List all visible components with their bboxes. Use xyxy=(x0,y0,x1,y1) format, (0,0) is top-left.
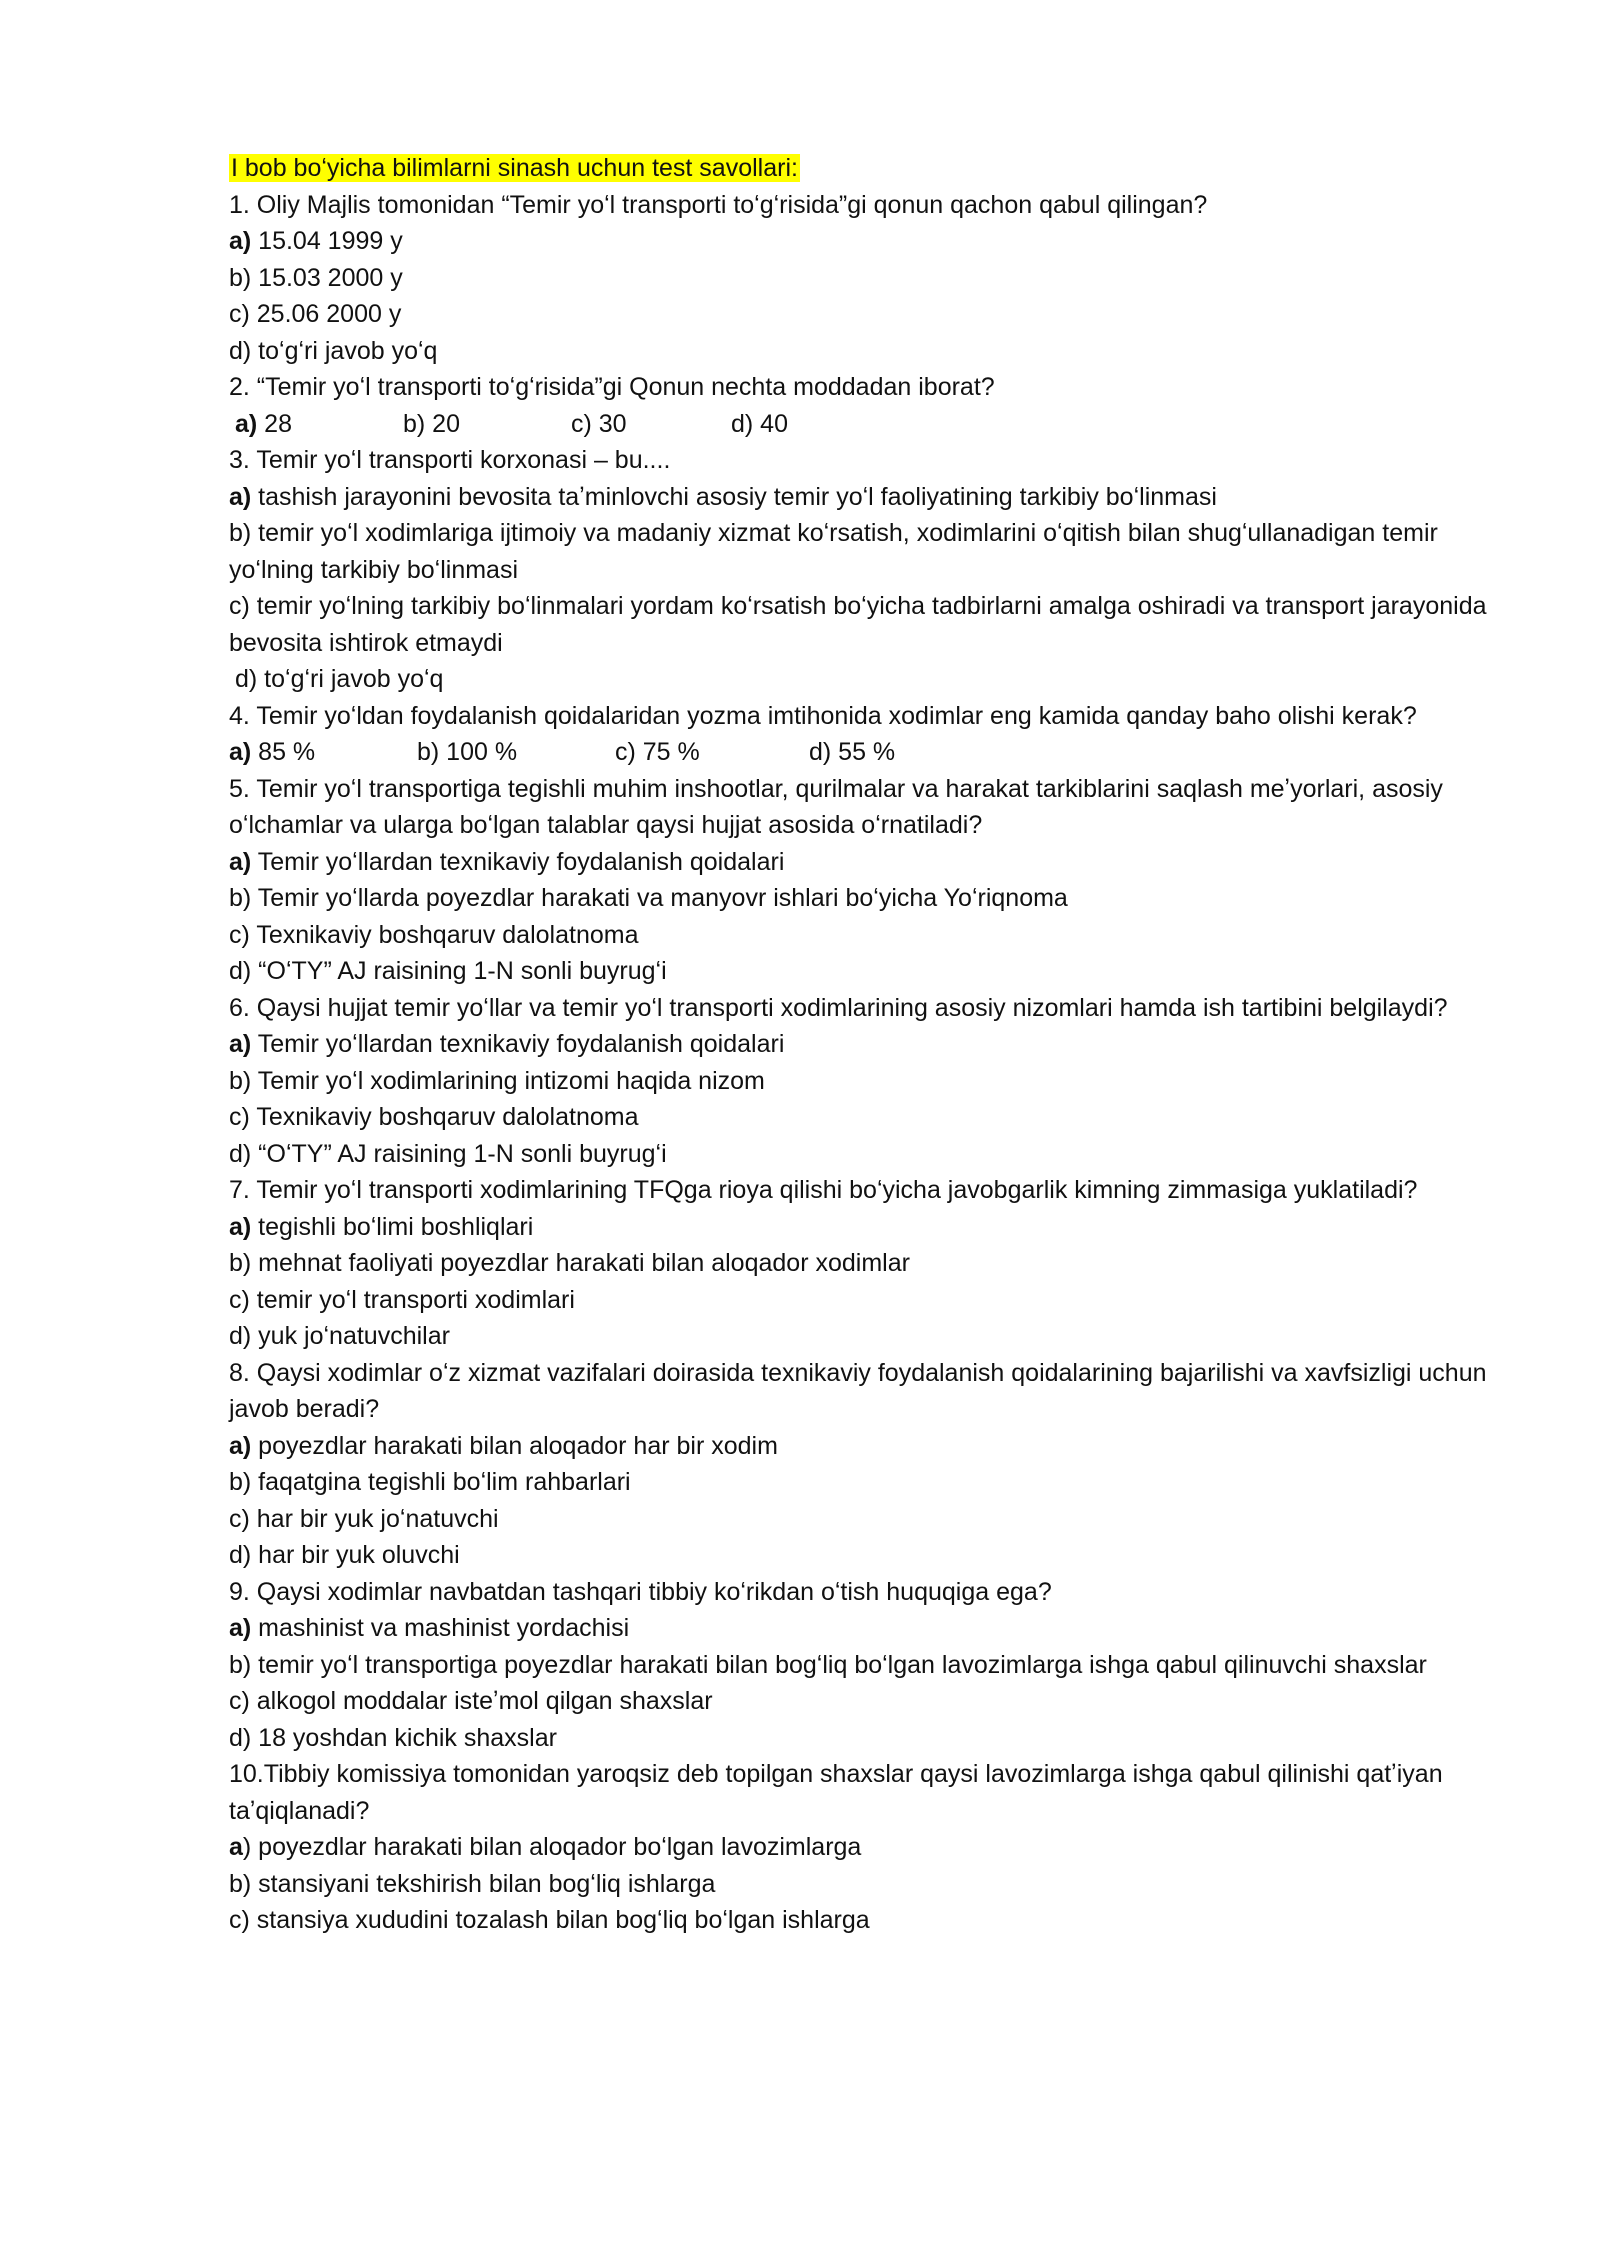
option-text: 85 % xyxy=(251,738,316,766)
option-text: ) poyezdlar harakati bilan aloqador boʻlgan lavozimlarga xyxy=(242,1833,862,1861)
answer-option xyxy=(229,880,1519,917)
option-text: stansiya xududini tozalash bilan bogʻliq boʻlgan ishlarga xyxy=(249,1906,870,1934)
option-letter: a) xyxy=(229,1431,252,1460)
option-letter: b) xyxy=(403,409,426,438)
option-letter: d) xyxy=(229,1139,252,1168)
answer-option xyxy=(229,1464,1519,1501)
option-text: 15.03 2000 y xyxy=(251,263,403,292)
question-8: 8. Qaysi xodimlar oʻz xizmat vazifalari doirasida texnikaviy foydalanish qoidalarining bajarilishi va xavfsizligi uchun javob beradi? xyxy=(229,1358,1487,1423)
answer-option xyxy=(229,917,1519,954)
option-text: Texnikaviy boshqaruv dalolatnoma xyxy=(249,1103,639,1131)
option-letter: a) xyxy=(229,847,252,876)
option-letter: b) xyxy=(229,884,252,912)
option-text: 30 xyxy=(591,409,627,438)
answer-option xyxy=(229,1537,1519,1574)
answer-option xyxy=(229,1136,1519,1173)
option-letter: b) xyxy=(229,1869,252,1898)
answer-option xyxy=(229,1282,1519,1319)
answer-option xyxy=(229,1428,1519,1465)
option-letter: a) xyxy=(229,1212,252,1241)
option-text: 28 xyxy=(257,409,292,438)
option-text: mashinist va mashinist yordachisi xyxy=(251,1614,630,1642)
option-text: temir yoʻl transportiga poyezdlar harakati bilan bogʻliq boʻlgan lavozimlarga ishga qabul qilinuvchi shaxslar xyxy=(251,1650,1427,1679)
option-letter: d) xyxy=(809,738,832,766)
option-letter: d) xyxy=(229,1723,252,1752)
page-title: I bob boʻyicha bilimlarni sinash uchun test savollari: xyxy=(231,154,798,182)
answer-option xyxy=(229,479,1519,516)
option-letter: c) xyxy=(229,592,250,620)
option-letter: b) xyxy=(229,263,252,292)
option-text: faqatgina tegishli boʻlim rahbarlari xyxy=(251,1468,631,1496)
answer-option xyxy=(229,1610,1519,1647)
answer-option xyxy=(229,333,1519,370)
option-text: Temir yoʻllarda poyezdlar harakati va manyovr ishlari boʻyicha Yoʻriqnoma xyxy=(251,884,1068,912)
option-letter: a) xyxy=(229,1030,252,1058)
option-text: tegishli boʻlimi boshliqlari xyxy=(251,1212,534,1241)
answer-option xyxy=(229,661,1519,698)
option-letter: b) xyxy=(229,519,252,547)
option-text: “OʻTY” AJ raisining 1-N sonli buyrugʻi xyxy=(251,1139,667,1168)
option-text: Temir yoʻllardan texnikaviy foydalanish qoidalari xyxy=(251,847,785,876)
answer-option xyxy=(229,588,1519,661)
option-letter: d) xyxy=(229,1322,252,1350)
answer-option xyxy=(229,1829,1519,1866)
option-letter: d) xyxy=(731,409,754,438)
answer-option xyxy=(615,734,809,771)
answer-option xyxy=(403,406,571,443)
option-letter: b) xyxy=(229,1249,252,1277)
option-text: stansiyani tekshirish bilan bogʻliq ishlarga xyxy=(251,1869,716,1898)
option-letter: b) xyxy=(229,1468,252,1496)
option-text: 40 xyxy=(753,409,788,438)
answer-option xyxy=(229,734,417,771)
answer-option xyxy=(235,406,403,443)
question-7: 7. Temir yoʻl transporti xodimlarining TFQga rioya qilishi boʻyicha javobgarlik kimning zimmasiga yuklatiladi? xyxy=(229,1176,1418,1204)
option-letter: d) xyxy=(235,665,258,693)
question-5: 5. Temir yoʻl transportiga tegishli muhim inshootlar, qurilmalar va harakat tarkiblarini saqlash meʼyorlari, asosiy oʻlchamlar va ularga boʻlgan talablar qaysi hujjat asosida oʻrnatiladi? xyxy=(229,774,1443,839)
option-letter: a) xyxy=(235,409,258,438)
option-text: Temir yoʻllardan texnikaviy foydalanish qoidalari xyxy=(251,1030,785,1058)
option-text: temir yoʻl transporti xodimlari xyxy=(249,1285,575,1314)
option-text: 15.04 1999 y xyxy=(251,227,403,255)
option-letter: d) xyxy=(229,336,252,365)
option-letter: d) xyxy=(229,1541,252,1569)
answer-options-row xyxy=(229,734,1519,771)
answer-option xyxy=(229,1647,1519,1684)
answer-option xyxy=(229,1245,1519,1282)
option-text: temir yoʻl xodimlariga ijtimoiy va madaniy xizmat koʻrsatish, xodimlarini oʻqitish bilan shugʻullanadigan temir yoʻlning tarkibiy boʻlinmasi xyxy=(229,519,1438,584)
option-text: temir yoʻlning tarkibiy boʻlinmalari yordam koʻrsatish boʻyicha tadbirlarni amalga oshiradi va transport jarayonida bevosita ishtirok etmaydi xyxy=(229,592,1487,657)
question-9: 9. Qaysi xodimlar navbatdan tashqari tibbiy koʻrikdan oʻtish huquqiga ega? xyxy=(229,1577,1052,1606)
option-text: alkogol moddalar isteʼmol qilgan shaxslar xyxy=(249,1687,713,1715)
option-letter: a xyxy=(229,1833,243,1861)
option-letter: c) xyxy=(229,1906,250,1934)
option-text: mehnat faoliyati poyezdlar harakati bilan aloqador xodimlar xyxy=(251,1249,910,1277)
answer-option xyxy=(229,223,1519,260)
option-text: 100 % xyxy=(439,738,518,766)
question-2: 2. “Temir yoʻl transporti toʻgʻrisida”gi Qonun nechta moddadan iborat? xyxy=(229,373,995,401)
answer-option xyxy=(229,844,1519,881)
option-letter: b) xyxy=(417,738,440,766)
answer-option xyxy=(229,1063,1519,1100)
answer-option xyxy=(571,406,731,443)
answer-options-row xyxy=(229,406,1519,443)
option-letter: a) xyxy=(229,1614,252,1642)
answer-option xyxy=(229,1902,1519,1939)
answer-option xyxy=(229,515,1519,588)
question-3: 3. Temir yoʻl transporti korxonasi – bu.... xyxy=(229,446,671,474)
answer-option xyxy=(229,260,1519,297)
option-letter: c) xyxy=(229,1504,250,1533)
option-letter: c) xyxy=(615,738,636,766)
option-letter: c) xyxy=(571,409,592,438)
option-text: poyezdlar harakati bilan aloqador har bir xodim xyxy=(251,1431,778,1460)
option-text: 55 % xyxy=(831,738,896,766)
option-letter: c) xyxy=(229,300,250,328)
option-text: Temir yoʻl xodimlarining intizomi haqida nizom xyxy=(251,1066,765,1095)
option-text: toʻgʻri javob yoʻq xyxy=(251,336,438,365)
question-6: 6. Qaysi hujjat temir yoʻllar va temir yoʻl transporti xodimlarining asosiy nizomlari hamda ish tartibini belgilaydi? xyxy=(229,993,1448,1022)
option-letter: c) xyxy=(229,920,250,949)
option-text: 25.06 2000 y xyxy=(249,300,402,328)
answer-option xyxy=(229,296,1519,333)
question-4: 4. Temir yoʻldan foydalanish qoidalaridan yozma imtihonida xodimlar eng kamida qanday baho olishi kerak? xyxy=(229,701,1417,730)
option-text: yuk joʻnatuvchilar xyxy=(251,1322,450,1350)
answer-option xyxy=(229,1026,1519,1063)
answer-option xyxy=(229,1318,1519,1355)
option-text: 18 yoshdan kichik shaxslar xyxy=(251,1723,557,1752)
option-text: 75 % xyxy=(635,738,700,766)
option-letter: b) xyxy=(229,1650,252,1679)
option-letter: c) xyxy=(229,1103,250,1131)
option-text: toʻgʻri javob yoʻq xyxy=(257,665,444,693)
option-text: har bir yuk joʻnatuvchi xyxy=(249,1504,499,1533)
option-letter: c) xyxy=(229,1285,250,1314)
option-text: Texnikaviy boshqaruv dalolatnoma xyxy=(249,920,639,949)
answer-option xyxy=(731,406,788,443)
option-letter: c) xyxy=(229,1687,250,1715)
answer-option xyxy=(229,1099,1519,1136)
answer-option xyxy=(229,953,1519,990)
option-text: “OʻTY” AJ raisining 1-N sonli buyrugʻi xyxy=(251,957,667,985)
question-1: 1. Oliy Majlis tomonidan “Temir yoʻl transporti toʻgʻrisida”gi qonun qachon qabul qilingan? xyxy=(229,190,1208,219)
option-letter: a) xyxy=(229,482,252,511)
question-10: 10.Tibbiy komissiya tomonidan yaroqsiz deb topilgan shaxslar qaysi lavozimlarga ishga qabul qilinishi qatʼiyan taʼqiqlanadi? xyxy=(229,1760,1443,1825)
option-text: tashish jarayonini bevosita taʼminlovchi asosiy temir yoʻl faoliyatining tarkibiy boʻlinmasi xyxy=(251,482,1217,511)
title-line xyxy=(229,150,1519,187)
answer-option xyxy=(229,1720,1519,1757)
option-text: har bir yuk oluvchi xyxy=(251,1541,460,1569)
option-letter: a) xyxy=(229,738,252,766)
answer-option xyxy=(417,734,615,771)
answer-option xyxy=(809,734,895,771)
answer-option xyxy=(229,1209,1519,1246)
option-text: 20 xyxy=(425,409,460,438)
option-letter: a) xyxy=(229,227,252,255)
option-letter: d) xyxy=(229,957,252,985)
answer-option xyxy=(229,1683,1519,1720)
document-page xyxy=(229,150,1519,1939)
answer-option xyxy=(229,1866,1519,1903)
answer-option xyxy=(229,1501,1519,1538)
option-letter: b) xyxy=(229,1066,252,1095)
